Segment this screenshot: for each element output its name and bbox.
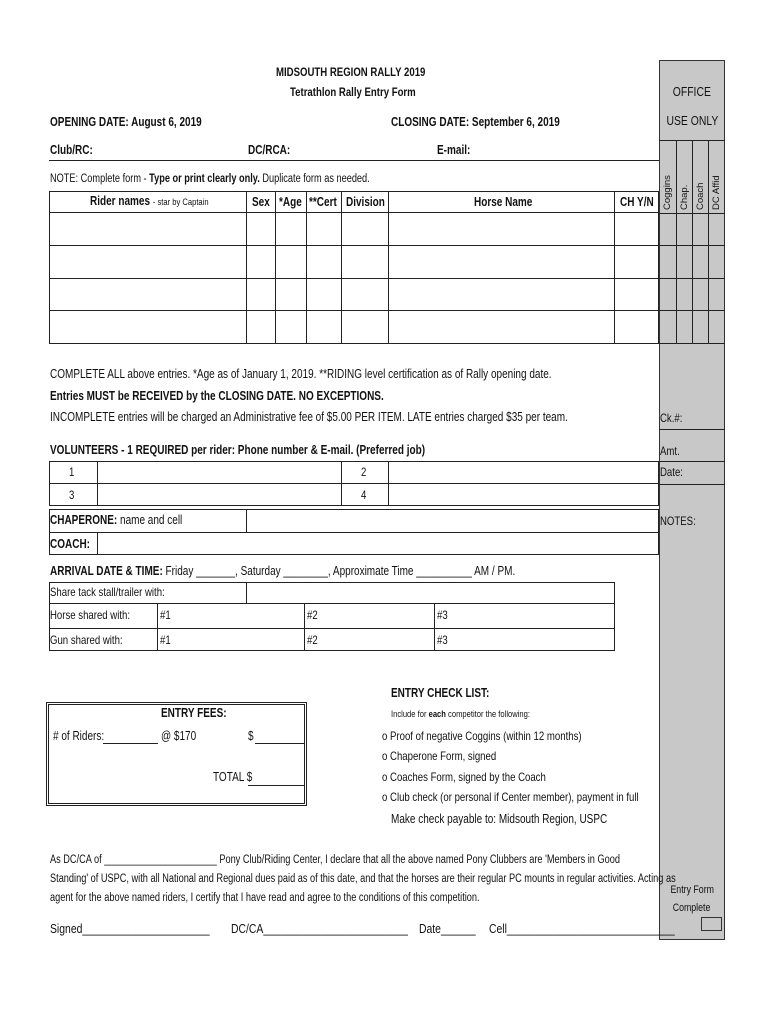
coach-label: COACH: [50,537,90,551]
gun-shared-3: #3 [437,633,448,647]
opening-date: OPENING DATE: August 6, 2019 [50,115,202,129]
office-entry-form: Entry Form [670,884,714,896]
form-title: MIDSOUTH REGION RALLY 2019 [276,65,426,79]
email-label: E-mail: [437,143,471,157]
office-amount: Amt. [660,444,680,458]
office-date: Date: [660,465,683,479]
dcca-field[interactable]: DC/CA_________________________ [231,921,408,936]
fee-total: TOTAL $ [213,770,253,784]
fee-dollar: $ [248,729,254,743]
cell-field[interactable]: Cell_____________________________ [489,921,675,936]
sex-header: Sex [252,195,270,209]
instruction-deadline: Entries MUST be RECEIVED by the CLOSING DATE. NO EXCEPTIONS. [50,389,384,403]
checklist-check: o Club check (or personal if Center member), payment in full [382,790,639,804]
dcrca-label: DC/RCA: [248,143,291,157]
office-check-no: Ck.#: [660,411,683,425]
office-heading-2: USE ONLY [666,113,718,128]
age-header: *Age [279,195,302,209]
club-label: Club/RC: [50,143,93,157]
entry-fees-heading: ENTRY FEES: [161,706,227,720]
checklist-chaperone: o Chaperone Form, signed [382,749,497,763]
gun-shared-label: Gun shared with: [50,633,123,647]
date-field[interactable]: Date______ [419,921,476,936]
horse-shared-3: #3 [437,608,448,622]
check-payable: Make check payable to: Midsouth Region, USPC [391,812,608,826]
volunteer-4: 4 [361,488,367,502]
office-notes: NOTES: [660,514,696,528]
gun-shared-1: #1 [160,633,171,647]
checklist-coach: o Coaches Form, signed by the Coach [382,770,546,784]
volunteer-2: 2 [361,465,367,479]
instruction-complete: COMPLETE ALL above entries. *Age as of January 1, 2019. **RIDING level certification as of Rally opening date. [50,367,552,381]
checklist-intro: Include for each competitor the following: [391,709,530,720]
horse-shared-label: Horse shared with: [50,608,131,622]
note-line: NOTE: Complete form - Type or print clearly only. Duplicate form as needed. [50,173,370,185]
volunteer-3: 3 [69,488,75,502]
chaperone-label: CHAPERONE: name and cell [50,513,183,527]
office-col-dc-affid: DC Affid [711,175,722,210]
closing-date: CLOSING DATE: September 6, 2019 [391,115,560,129]
checklist-coggins: o Proof of negative Coggins (within 12 months) [382,729,582,743]
arrival-line: ARRIVAL DATE & TIME: Friday _______, Saturday ________, Approximate Time __________ AM / PM. [50,564,516,578]
volunteers-heading: VOLUNTEERS - 1 REQUIRED per rider: Phone number & E-mail. (Preferred job) [50,443,426,457]
office-complete: Complete [673,902,711,914]
riders-count-label: # of Riders: [53,729,105,743]
signed-field[interactable]: Signed______________________ [50,921,210,936]
declaration-line-1: As DC/CA of ______________________ Pony Club/Riding Center, I declare that all the above named Pony Clubbers are 'Members in Good [50,854,620,866]
share-tack-label: Share tack stall/trailer with: [50,585,165,599]
fee-rate: @ $170 [161,729,197,743]
office-col-coggins: Coggins [662,175,673,210]
horse-name-header: Horse Name [474,195,533,209]
office-col-coach: Coach [695,182,706,210]
ch-yn-header: CH Y/N [620,195,654,209]
declaration-line-2: Standing' of USPC, with all National and Regional dues paid as of this date, and that the horses are their regular PC mounts in regular activities. Acting as [50,873,676,885]
cert-header: **Cert [309,195,337,209]
gun-shared-2: #2 [307,633,318,647]
horse-shared-2: #2 [307,608,318,622]
horse-shared-1: #1 [160,608,171,622]
office-heading-1: OFFICE [672,84,712,99]
declaration-line-3: agent for the above named riders, I certify that I have read and agree to the conditions of this competition. [50,892,480,904]
division-header: Division [346,195,385,209]
instruction-fees: INCOMPLETE entries will be charged an Administrative fee of $5.00 PER ITEM. LATE entries charged $35 per team. [50,410,568,424]
checklist-heading: ENTRY CHECK LIST: [391,686,490,700]
volunteer-1: 1 [69,465,75,479]
office-col-chap: Chap. [679,184,690,210]
rider-table [49,191,659,344]
rider-names-header: Rider names - star by Captain [90,194,209,208]
form-subtitle: Tetrathlon Rally Entry Form [290,85,416,99]
